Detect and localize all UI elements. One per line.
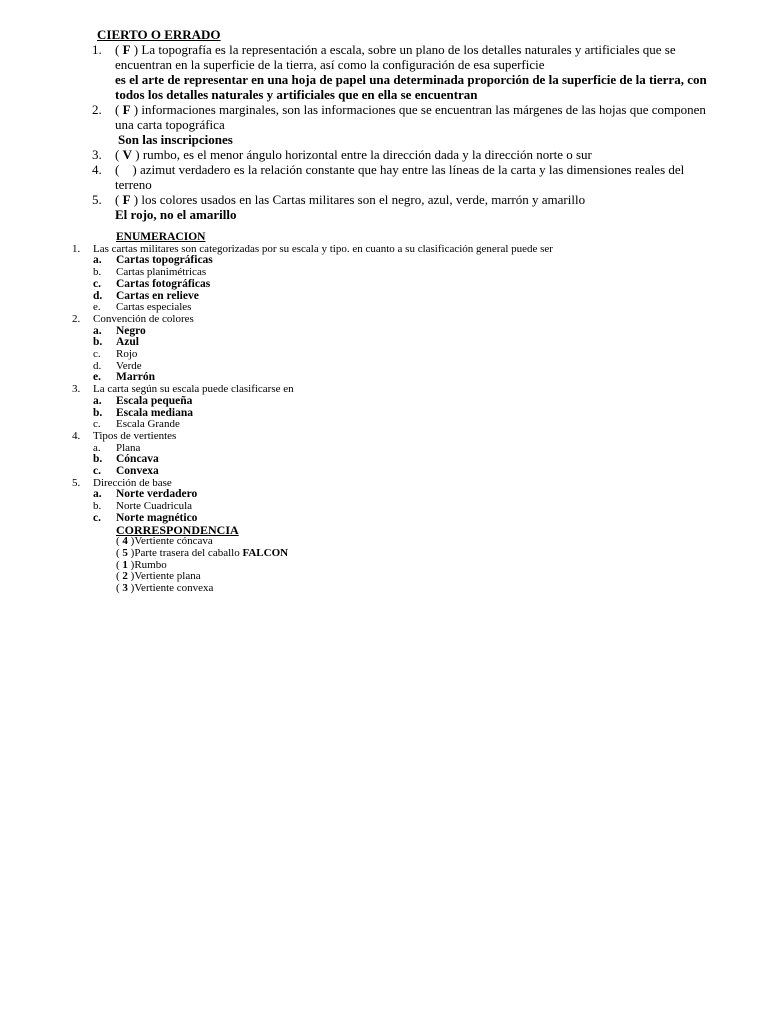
sub-item [60,361,740,373]
sub-item-letter: a. [93,324,102,337]
sub-item-text: Cartas en relieve [116,289,199,302]
sub-item-text: Norte Cuadricula [116,500,193,513]
sub-item-letter: c. [93,511,101,524]
sub-item [60,326,740,338]
item-number: 1. [72,242,81,255]
sub-item [60,454,740,466]
match-bold-text: FALCON [242,546,289,559]
sub-item-text: Verde [116,359,142,372]
item-number: 3. [92,147,102,162]
sub-item-text: Escala pequeña [116,394,193,407]
sub-item-text: Cartas fotográficas [116,277,211,290]
list-item: 2. ( F ) informaciones marginales, son las informaciones que se encuentran las márgenes de las hojas que componen una carta topográfica [92,102,706,132]
match-text: )Vertiente convexa [130,582,214,595]
match-number: 4 [122,535,128,548]
match-text: )Vertiente plana [130,570,201,583]
sub-item-text: Cóncava [116,453,159,466]
sub-item-text: Marrón [116,371,155,384]
correction-text: es el arte de representar en una hoja de papel una determinada proporción de la superficie de la tierra, con todos los detalles naturales y artificiales que en ella se encuentran [115,72,707,102]
sub-item [60,513,740,525]
section-title: CIERTO O ERRADO [97,27,221,42]
item-number: 4. [92,162,102,177]
item-text: Convención de colores [93,312,194,325]
list-item [60,431,740,443]
match-number: 5 [122,546,128,559]
sub-item-letter: b. [93,453,103,466]
sub-item-text: Rojo [116,348,138,361]
sub-item-letter: b. [93,266,102,279]
answer-mark: F [122,42,131,57]
match-text: )Parte trasera del caballo [130,546,243,559]
sub-item-letter: d. [93,359,102,372]
statement-text: los colores usados en las Cartas militares son el negro, azul, verde, marrón y amarillo [141,192,586,207]
correspondencia-list [60,536,740,595]
sub-item-text: Negro [116,324,146,337]
list-item: 3. ( V ) rumbo, es el menor ángulo horizontal entre la dirección dada y la dirección norte o sur [92,147,592,162]
answer-mark: F [122,192,131,207]
sub-item-text: Plana [116,441,141,454]
sub-item-letter: c. [93,277,101,290]
sub-item [60,443,740,455]
sub-item-letter: a. [93,394,102,407]
item-text: La carta según su escala puede clasificarse en [93,383,294,396]
sub-item-text: Escala mediana [116,406,193,419]
match-item: ( 2 )Vertiente plana [116,570,201,583]
list-item [60,314,740,326]
sub-item-text: Azul [116,336,139,349]
sub-item-letter: a. [93,488,102,501]
item-number: 1. [92,42,102,57]
statement-text: La topografía es la representación a escala, sobre un plano de los detalles naturales y artificiales que se encuentran en la superficie de la tierra, así como la configuración de esa superficie [115,42,676,72]
sub-item-letter: d. [93,289,103,302]
item-number: 2. [72,312,81,325]
match-number: 2 [122,570,128,583]
sub-item [60,337,740,349]
item-text: Las cartas militares son categorizadas por su escala y tipo. en cuanto a su clasificación general puede ser [93,242,553,255]
section-title: ENUMERACION [116,231,206,243]
sub-item-text: Cartas topográficas [116,254,213,267]
item-text: Tipos de vertientes [93,429,177,442]
list-item: 5. ( F ) los colores usados en las Cartas militares son el negro, azul, verde, marrón y amarillo [92,192,586,207]
sub-item-letter: e. [93,371,101,384]
list-item: 4. ( ) azimut verdadero es la relación constante que hay entre las líneas de la carta y las dimensiones reales del terreno [92,162,685,192]
correction-text: El rojo, no el amarillo [115,207,237,222]
item-text: Dirección de base [93,476,172,489]
match-item: ( 1 )Rumbo [116,558,167,571]
answer-mark: F [122,102,131,117]
match-number: 3 [122,582,128,595]
statement-text: azimut verdadero es la relación constante que hay entre las líneas de la carta y las dimensiones reales del terreno [115,162,685,192]
item-number: 5. [92,192,102,207]
sub-item-letter: b. [93,406,103,419]
sub-item-text: Cartas planimétricas [116,266,207,279]
item-number: 4. [72,429,81,442]
sub-item-letter: e. [93,301,101,314]
item-number: 2. [92,102,102,117]
enumeration-list [60,244,740,525]
match-item: ( 4 )Vertiente cóncava [116,535,213,548]
answer-mark: V [122,147,132,162]
cierto-o-errado-section [80,27,710,222]
sub-item [60,349,740,361]
statement-text: informaciones marginales, son las informaciones que se encuentran las márgenes de las hojas que componen una carta topográfica [115,102,706,132]
list-item: 1. ( F ) La topografía es la representación a escala, sobre un plano de los detalles naturales y artificiales que se encuentran en la superficie de la tierra, así como la configuración de esa superficie [92,42,676,72]
sub-item-letter: c. [93,418,101,431]
sub-item-letter: a. [93,441,101,454]
enumeracion-section [60,232,740,595]
sub-item-text: Escala Grande [116,418,180,431]
match-number: 1 [122,558,128,571]
section-title: CORRESPONDENCIA [116,522,239,537]
match-item: ( 5 )Parte trasera del caballo FALCON [116,546,289,559]
item-number: 3. [72,383,81,396]
sub-item-letter: c. [93,465,101,478]
match-text: )Rumbo [130,558,167,571]
item-number: 5. [72,476,81,489]
correction-text: Son las inscripciones [118,132,233,147]
sub-item-text: Norte magnético [116,511,198,524]
sub-item-text: Convexa [116,465,159,478]
sub-item-letter: b. [93,336,103,349]
sub-item-text: Cartas especiales [116,301,192,314]
sub-item-letter: b. [93,500,102,513]
statement-text: rumbo, es el menor ángulo horizontal entre la dirección dada y la dirección norte o sur [142,147,592,162]
match-item: ( 3 )Vertiente convexa [116,582,214,595]
sub-item-text: Norte verdadero [116,488,198,501]
sub-item-letter: c. [93,348,101,361]
match-text: )Vertiente cóncava [130,535,213,548]
sub-item-letter: a. [93,254,102,267]
